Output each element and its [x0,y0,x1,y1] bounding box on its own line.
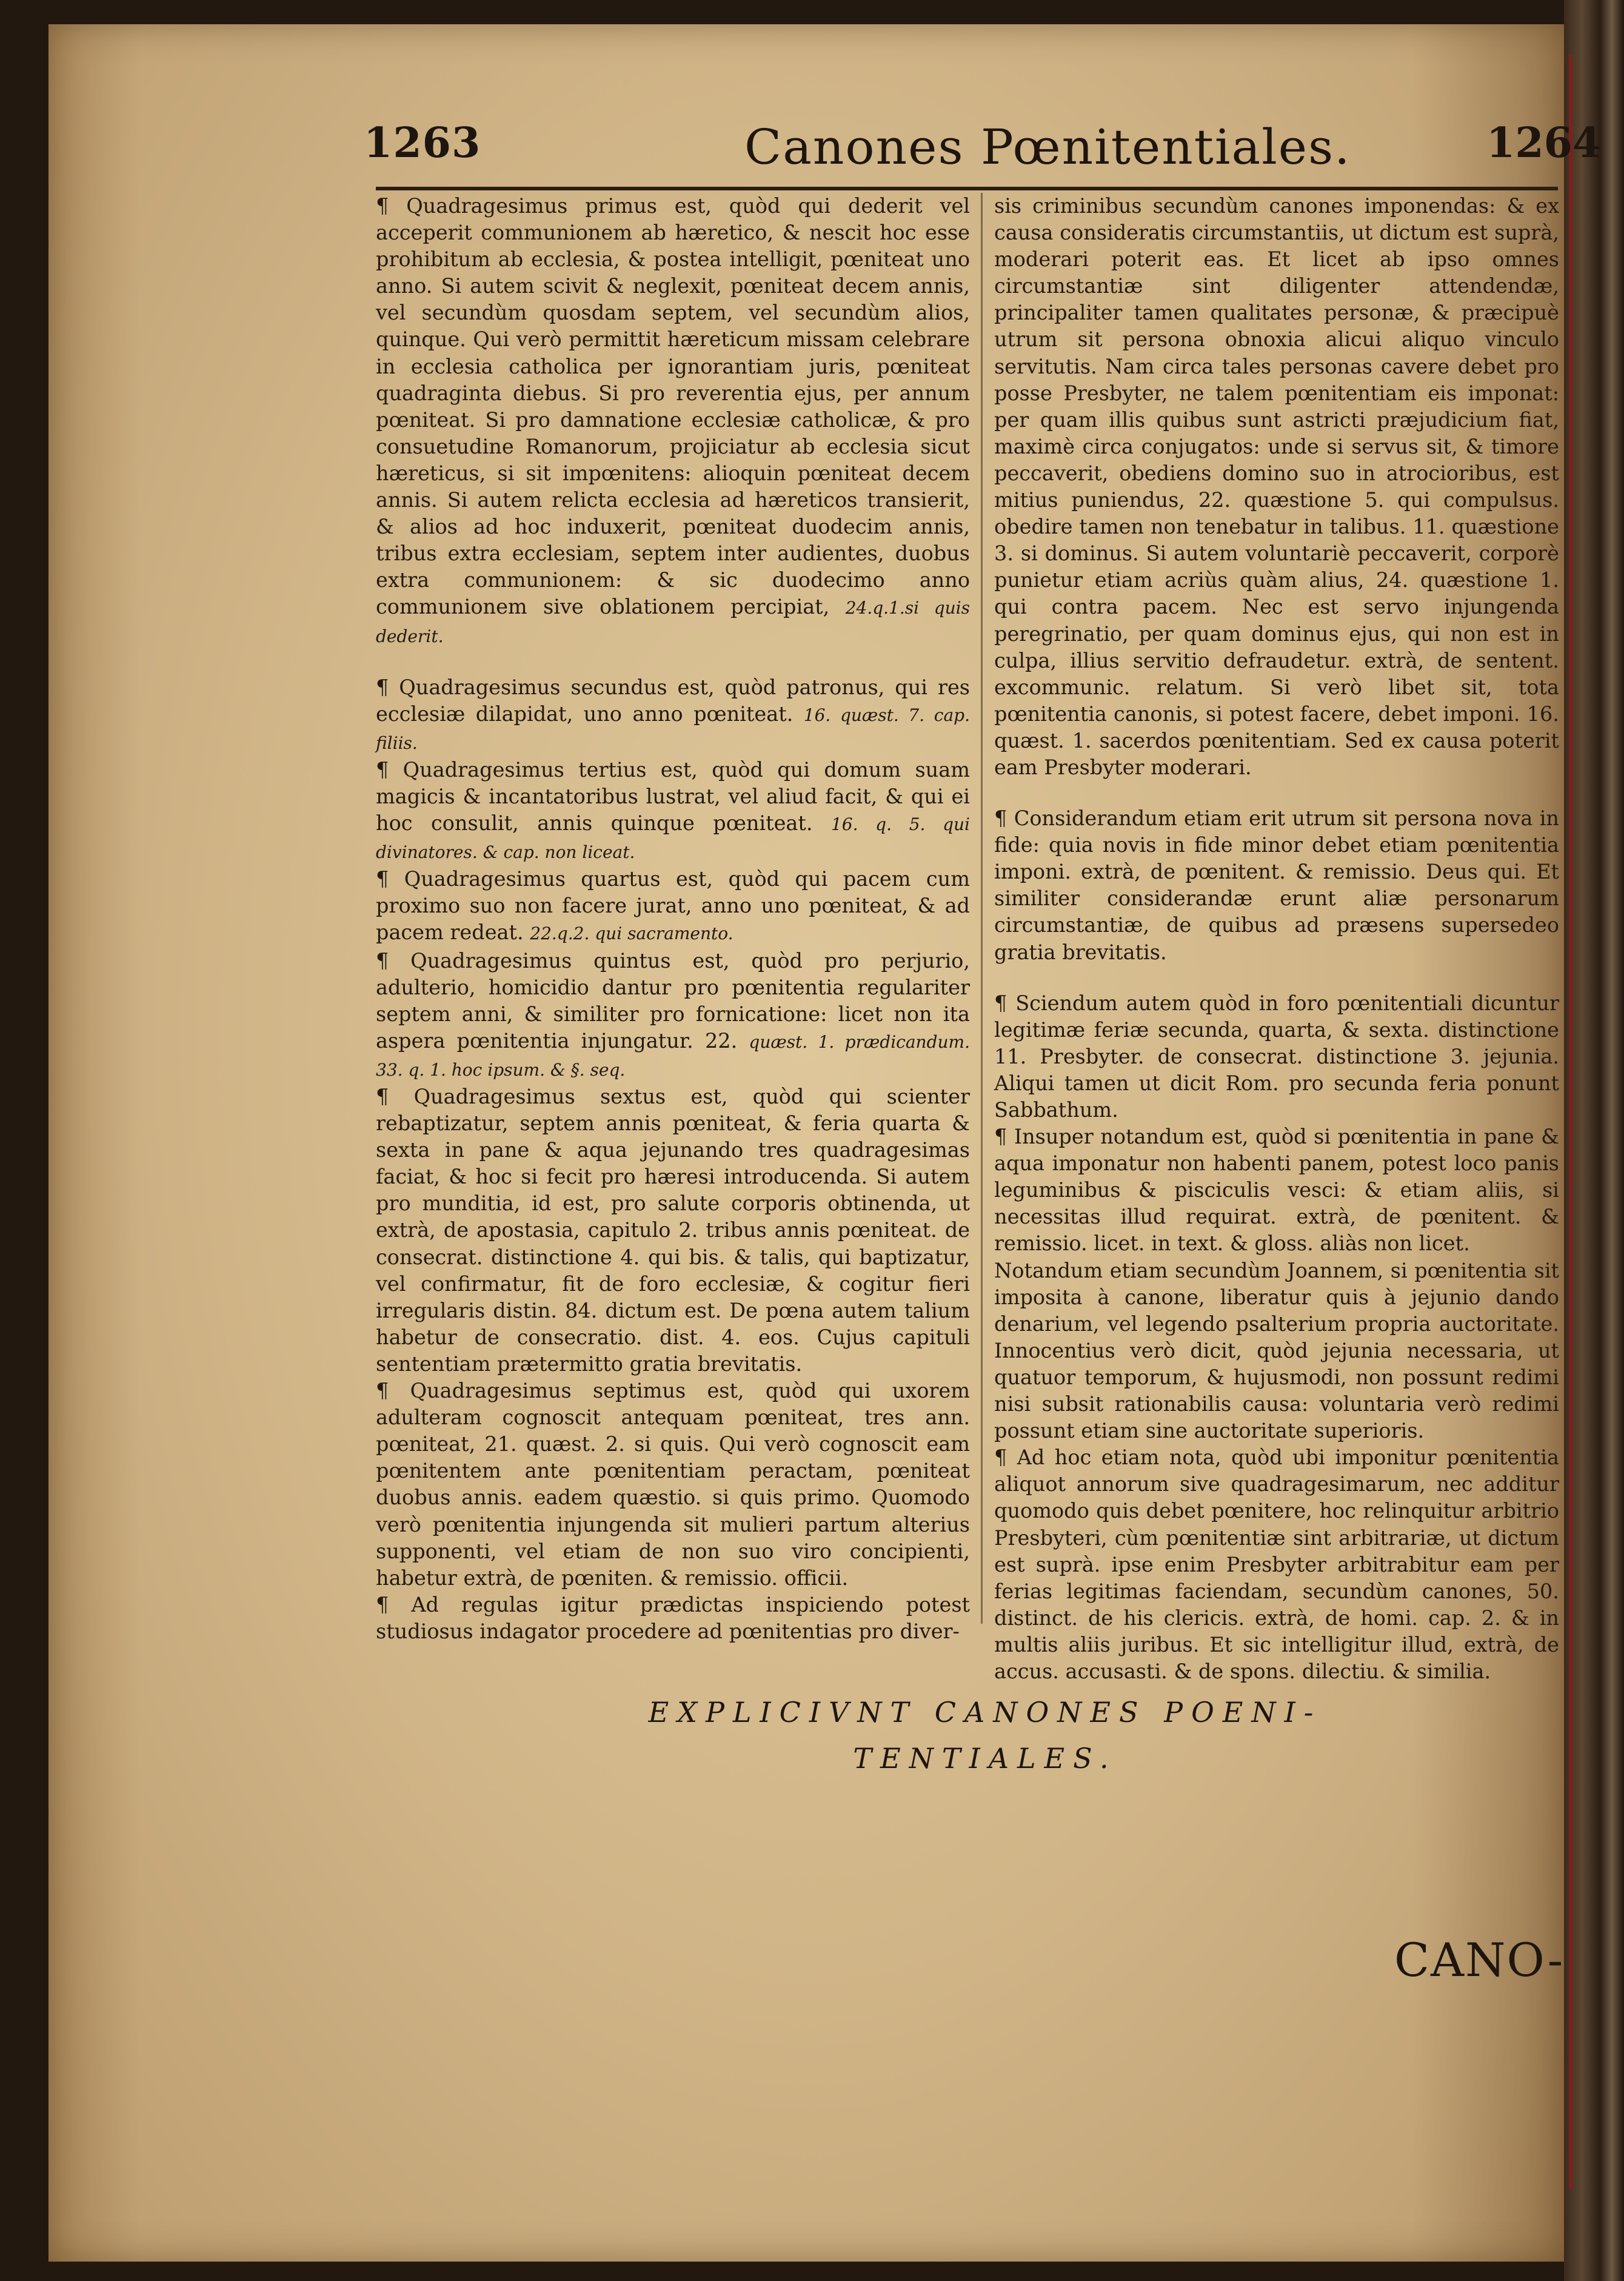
paragraph: ¶ Quadragesimus sextus est, quòd qui scienter rebaptizatur, septem annis pœniteat, & feria quarta & sexta in pane & aqua jejunando tres quadragesimas faciat, & hoc si fecit pro hæresi introducenda. Si autem pro munditia, id est, pro salute corporis obtinenda, ut extrà, de apostasia, capitulo 2. tribus annis pœniteat. de consecrat. distinctione 4. qui bis. & talis, qui baptizatur, vel confirmatur, fit de foro ecclesiæ, & cogitur fieri irregularis distin. 84. dictum est. De pœna autem talium habetur de consecratio. dist. 4. eos. Cujus capituli sententiam prætermitto gratia brevitatis. [376,1085,970,1376]
running-title: Canones Pœnitentiales. [744,119,1351,175]
citation: quæst. 1. prædicandum. 33. q. 1. hoc ipsum. & §. seq. [376,1031,970,1080]
page-number-right: 1264 [1486,119,1602,167]
paragraph: ¶ Quadragesimus quartus est, quòd qui pacem cum proximo suo non facere jurat, anno uno pœniteat, & ad pacem redeat. 22.q.2. qui sacramento. [376,867,970,945]
citation: 16. quæst. 7. cap. filiis. [376,705,970,753]
paragraph: ¶ Quadragesimus primus est, quòd qui dederit vel acceperit communionem ab hæretico, & nescit hoc esse prohibitum ab ecclesia, & postea intelligit, pœniteat uno anno. Si autem scivit & neglexit, pœniteat decem annis, vel secundùm quosdam septem, vel secundùm alios, quinque. Qui verò permittit hæreticum missam celebrare in ecclesia catholica per ignorantiam juris, pœniteat quadraginta diebus. Si pro reverentia ejus, per annum pœniteat. Si pro damnatione ecclesiæ catholicæ, & pro consuetudine Romanorum, projiciatur ab ecclesia sicut hæreticus, si sit impœnitens: alioquin pœniteat decem annis. Si autem relicta ecclesia ad hæreticos transierit, & alios ad hoc induxerit, pœniteat duodecim annis, tribus extra ecclesiam, septem inter audientes, duobus extra communionem: & sic duodecimo anno communionem sive oblationem percipiat, 24.q.1.si quis dederit. [376,194,970,646]
paragraph: Notandum etiam secundùm Joannem, si pœnitentia sit imposita à canone, liberatur quis à jejunio dando denarium, vel legendo psalterium propria auctoritate. Innocentius verò dicit, quòd jejunia necessaria, ut quatuor temporum, & hujusmodi, non possunt redimi nisi subsit rationabilis causa: voluntaria verò redimi possunt etiam sine auctoritate superioris. [994,1258,1559,1443]
paragraph: ¶ Sciendum autem quòd in foro pœnitentiali dicuntur legitimæ feriæ secunda, quarta, & sexta. distinctione 11. Presbyter. de consecrat. distinctione 3. jejunia. Aliqui tamen ut dicit Rom. pro secunda feria ponunt Sabbathum. [994,991,1559,1122]
paragraph: ¶ Quadragesimus secundus est, quòd patronus, qui res ecclesiæ dilapidat, uno anno pœniteat. 16. quæst. 7. cap. filiis. [376,675,970,753]
citation: 16. q. 5. qui divinatores. & cap. non liceat. [376,814,971,863]
paragraph: ¶ Insuper notandum est, quòd si pœnitentia in pane & aqua imponatur non habenti panem, potest loco panis leguminibus & pisciculis vesci: & etiam aliis, si necessitas illud requirat. extrà, de pœnitent. & remissio. licet. in text. & gloss. aliàs non licet. [994,1125,1559,1256]
paragraph: ¶ Quadragesimus septimus est, quòd qui uxorem adulteram cognoscit antequam pœniteat, tres ann. pœniteat, 21. quæst. 2. si quis. Qui verò cognoscit eam pœnitentem ante pœnitentiam peractam, pœniteat duobus annis. eadem quæstio. si quis primo. Quomodo verò pœnitentia injungenda sit mulieri partum alterius supponenti, vel etiam de non suo viro concipienti, habetur extrà, de pœniten. & remissio. officii. [376,1379,970,1590]
paragraph: ¶ Ad regulas igitur prædictas inspiciendo potest studiosus indagator procedere ad pœnitentias pro diver- [376,1592,970,1643]
citation: 24.q.1.si quis dederit. [376,598,970,646]
paragraph: sis criminibus secundùm canones imponendas: & ex causa consideratis circumstantiis, ut dictum est suprà, moderari poterit eas. Et licet ab ipso omnes circumstantiæ sint diligenter attendendæ, principaliter tamen qualitates personæ, & præcipuè utrum sit persona obnoxia alicui aliquo vinculo servitutis. Nam circa tales personas cavere debet pro posse Presbyter, ne talem pœnitentiam eis imponat: per quam illis quibus sunt astricti præjudicium fiat, maximè circa conjugatos: unde si servus sit, & timore peccaverit, obediens domino suo in atrocioribus, est mitius puniendus, 22. quæstione 5. qui compulsus. obedire tamen non tenebatur in talibus. 11. quæstione 3. si dominus. Si autem voluntariè peccaverit, corporè punietur etiam acriùs quàm alius, 24. quæstione 1. qui contra pacem. Nec est servo injungenda peregrinatio, per quam dominus ejus, qui non est in culpa, illius servitio defraudetur. extrà, de sentent. excommunic. relatum. Si verò libet sit, tota pœnitentia canonis, si potest facere, debet imponi. 16. quæst. 1. sacerdos pœnitentiam. Sed ex causa poterit eam Presbyter moderari. [994,194,1559,779]
explicit-colophon [606,1689,1364,1781]
paragraph: ¶ Quadragesimus quintus est, quòd pro perjurio, adulterio, homicidio dantur pro pœnitentia regulariter septem anni, & similiter pro fornicatione: licet non ita aspera pœnitentia injungatur. 22. quæst. 1. prædicandum. 33. q. 1. hoc ipsum. & §. seq. [376,948,970,1080]
explicit-line-2: TENTIALES. [853,1742,1117,1775]
paragraph: ¶ Considerandum etiam erit utrum sit persona nova in fide: quia novis in fide minor debet etiam pœnitentia imponi. extrà, de pœnitent. & remissio. Deus qui. Et similiter considerandæ erunt aliæ personarum circumstantiæ, de quibus ad præsens supersedeo gratia brevitatis. [994,806,1559,964]
header-rule [376,187,1558,190]
paragraph: ¶ Ad hoc etiam nota, quòd ubi imponitur pœnitentia aliquot annorum sive quadragesimarum, nec additur quomodo quis debet pœnitere, hoc relinquitur arbitrio Presbyteri, cùm pœnitentiæ sint arbitrariæ, ut dictum est suprà. ipse enim Presbyter arbitrabitur eam per ferias legitimas faciendam, secundùm canones, 50. distinct. de his clericis. extrà, de homi. cap. 2. & in multis aliis juribus. Et sic intelligitur illud, extrà, de accus. accusasti. & de spons. dilectiu. & similia. [994,1445,1559,1683]
binding-thread [1569,55,1572,2189]
paragraph: ¶ Quadragesimus tertius est, quòd qui domum suam magicis & incantatoribus lustrat, vel aliud facit, & qui ei hoc consulit, annis quinque pœniteat. 16. q. 5. qui divinatores. & cap. non liceat. [376,757,971,863]
left-column [376,193,970,1645]
right-column [994,193,1559,1685]
column-divider [981,193,983,1624]
page-number-left: 1263 [364,119,481,167]
explicit-line-1: EXPLICIVNT CANONES POENI- [648,1696,1322,1729]
citation: 22.q.2. qui sacramento. [530,923,733,944]
catchword: CANO- [1394,1933,1565,1987]
book-binding [1564,0,1624,2281]
